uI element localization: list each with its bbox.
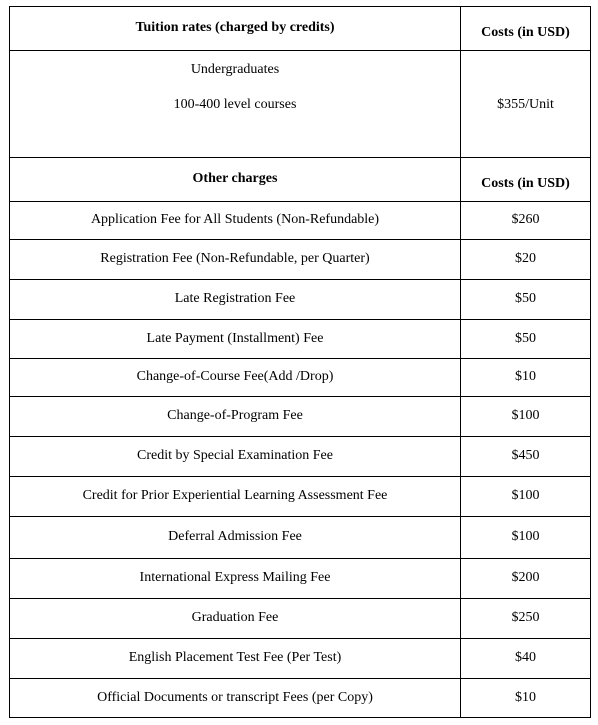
fee-label: Change-of-Course Fee(Add /Drop) bbox=[10, 359, 461, 397]
tuition-level: 100-400 level courses bbox=[173, 97, 297, 112]
other-header-label: Other charges bbox=[10, 158, 461, 202]
table-row bbox=[10, 320, 591, 359]
table-row bbox=[10, 437, 591, 477]
fee-cost: $250 bbox=[461, 599, 591, 639]
fee-cost: $50 bbox=[461, 320, 591, 359]
fee-cost: $10 bbox=[461, 679, 591, 718]
table-row bbox=[10, 397, 591, 437]
table-row bbox=[10, 517, 591, 559]
fee-cost: $450 bbox=[461, 437, 591, 477]
fee-label: International Express Mailing Fee bbox=[10, 559, 461, 599]
table-row bbox=[10, 202, 591, 240]
fee-cost: $40 bbox=[461, 639, 591, 679]
fee-label: Registration Fee (Non-Refundable, per Quarter) bbox=[10, 240, 461, 280]
fee-table bbox=[9, 6, 591, 718]
table-row bbox=[10, 240, 591, 280]
fee-label: Deferral Admission Fee bbox=[10, 517, 461, 559]
other-header-cost: Costs (in USD) bbox=[461, 158, 591, 202]
tuition-description bbox=[10, 51, 461, 158]
fee-label: Official Documents or transcript Fees (per Copy) bbox=[10, 679, 461, 718]
other-header-row bbox=[10, 158, 591, 202]
table-row bbox=[10, 477, 591, 517]
fee-cost: $100 bbox=[461, 477, 591, 517]
tuition-row bbox=[10, 51, 591, 158]
tuition-header-row bbox=[10, 7, 591, 51]
fee-cost: $100 bbox=[461, 517, 591, 559]
fee-label: Late Registration Fee bbox=[10, 280, 461, 320]
table-row bbox=[10, 639, 591, 679]
fee-cost: $10 bbox=[461, 359, 591, 397]
fee-cost: $100 bbox=[461, 397, 591, 437]
table-row bbox=[10, 559, 591, 599]
fee-cost: $50 bbox=[461, 280, 591, 320]
tuition-header-label: Tuition rates (charged by credits) bbox=[10, 7, 461, 51]
fee-cost: $200 bbox=[461, 559, 591, 599]
fee-label: English Placement Test Fee (Per Test) bbox=[10, 639, 461, 679]
table-row bbox=[10, 280, 591, 320]
table-row bbox=[10, 359, 591, 397]
fee-label: Late Payment (Installment) Fee bbox=[10, 320, 461, 359]
fee-label: Application Fee for All Students (Non-Refundable) bbox=[10, 202, 461, 240]
fee-label: Graduation Fee bbox=[10, 599, 461, 639]
table-row bbox=[10, 679, 591, 718]
fee-label: Credit by Special Examination Fee bbox=[10, 437, 461, 477]
fee-cost: $20 bbox=[461, 240, 591, 280]
fee-label: Credit for Prior Experiential Learning Assessment Fee bbox=[10, 477, 461, 517]
tuition-rate: $355/Unit bbox=[461, 51, 591, 158]
fee-label: Change-of-Program Fee bbox=[10, 397, 461, 437]
tuition-header-cost: Costs (in USD) bbox=[461, 7, 591, 51]
fee-cost: $260 bbox=[461, 202, 591, 240]
tuition-group: Undergraduates bbox=[190, 62, 280, 77]
table-row bbox=[10, 599, 591, 639]
